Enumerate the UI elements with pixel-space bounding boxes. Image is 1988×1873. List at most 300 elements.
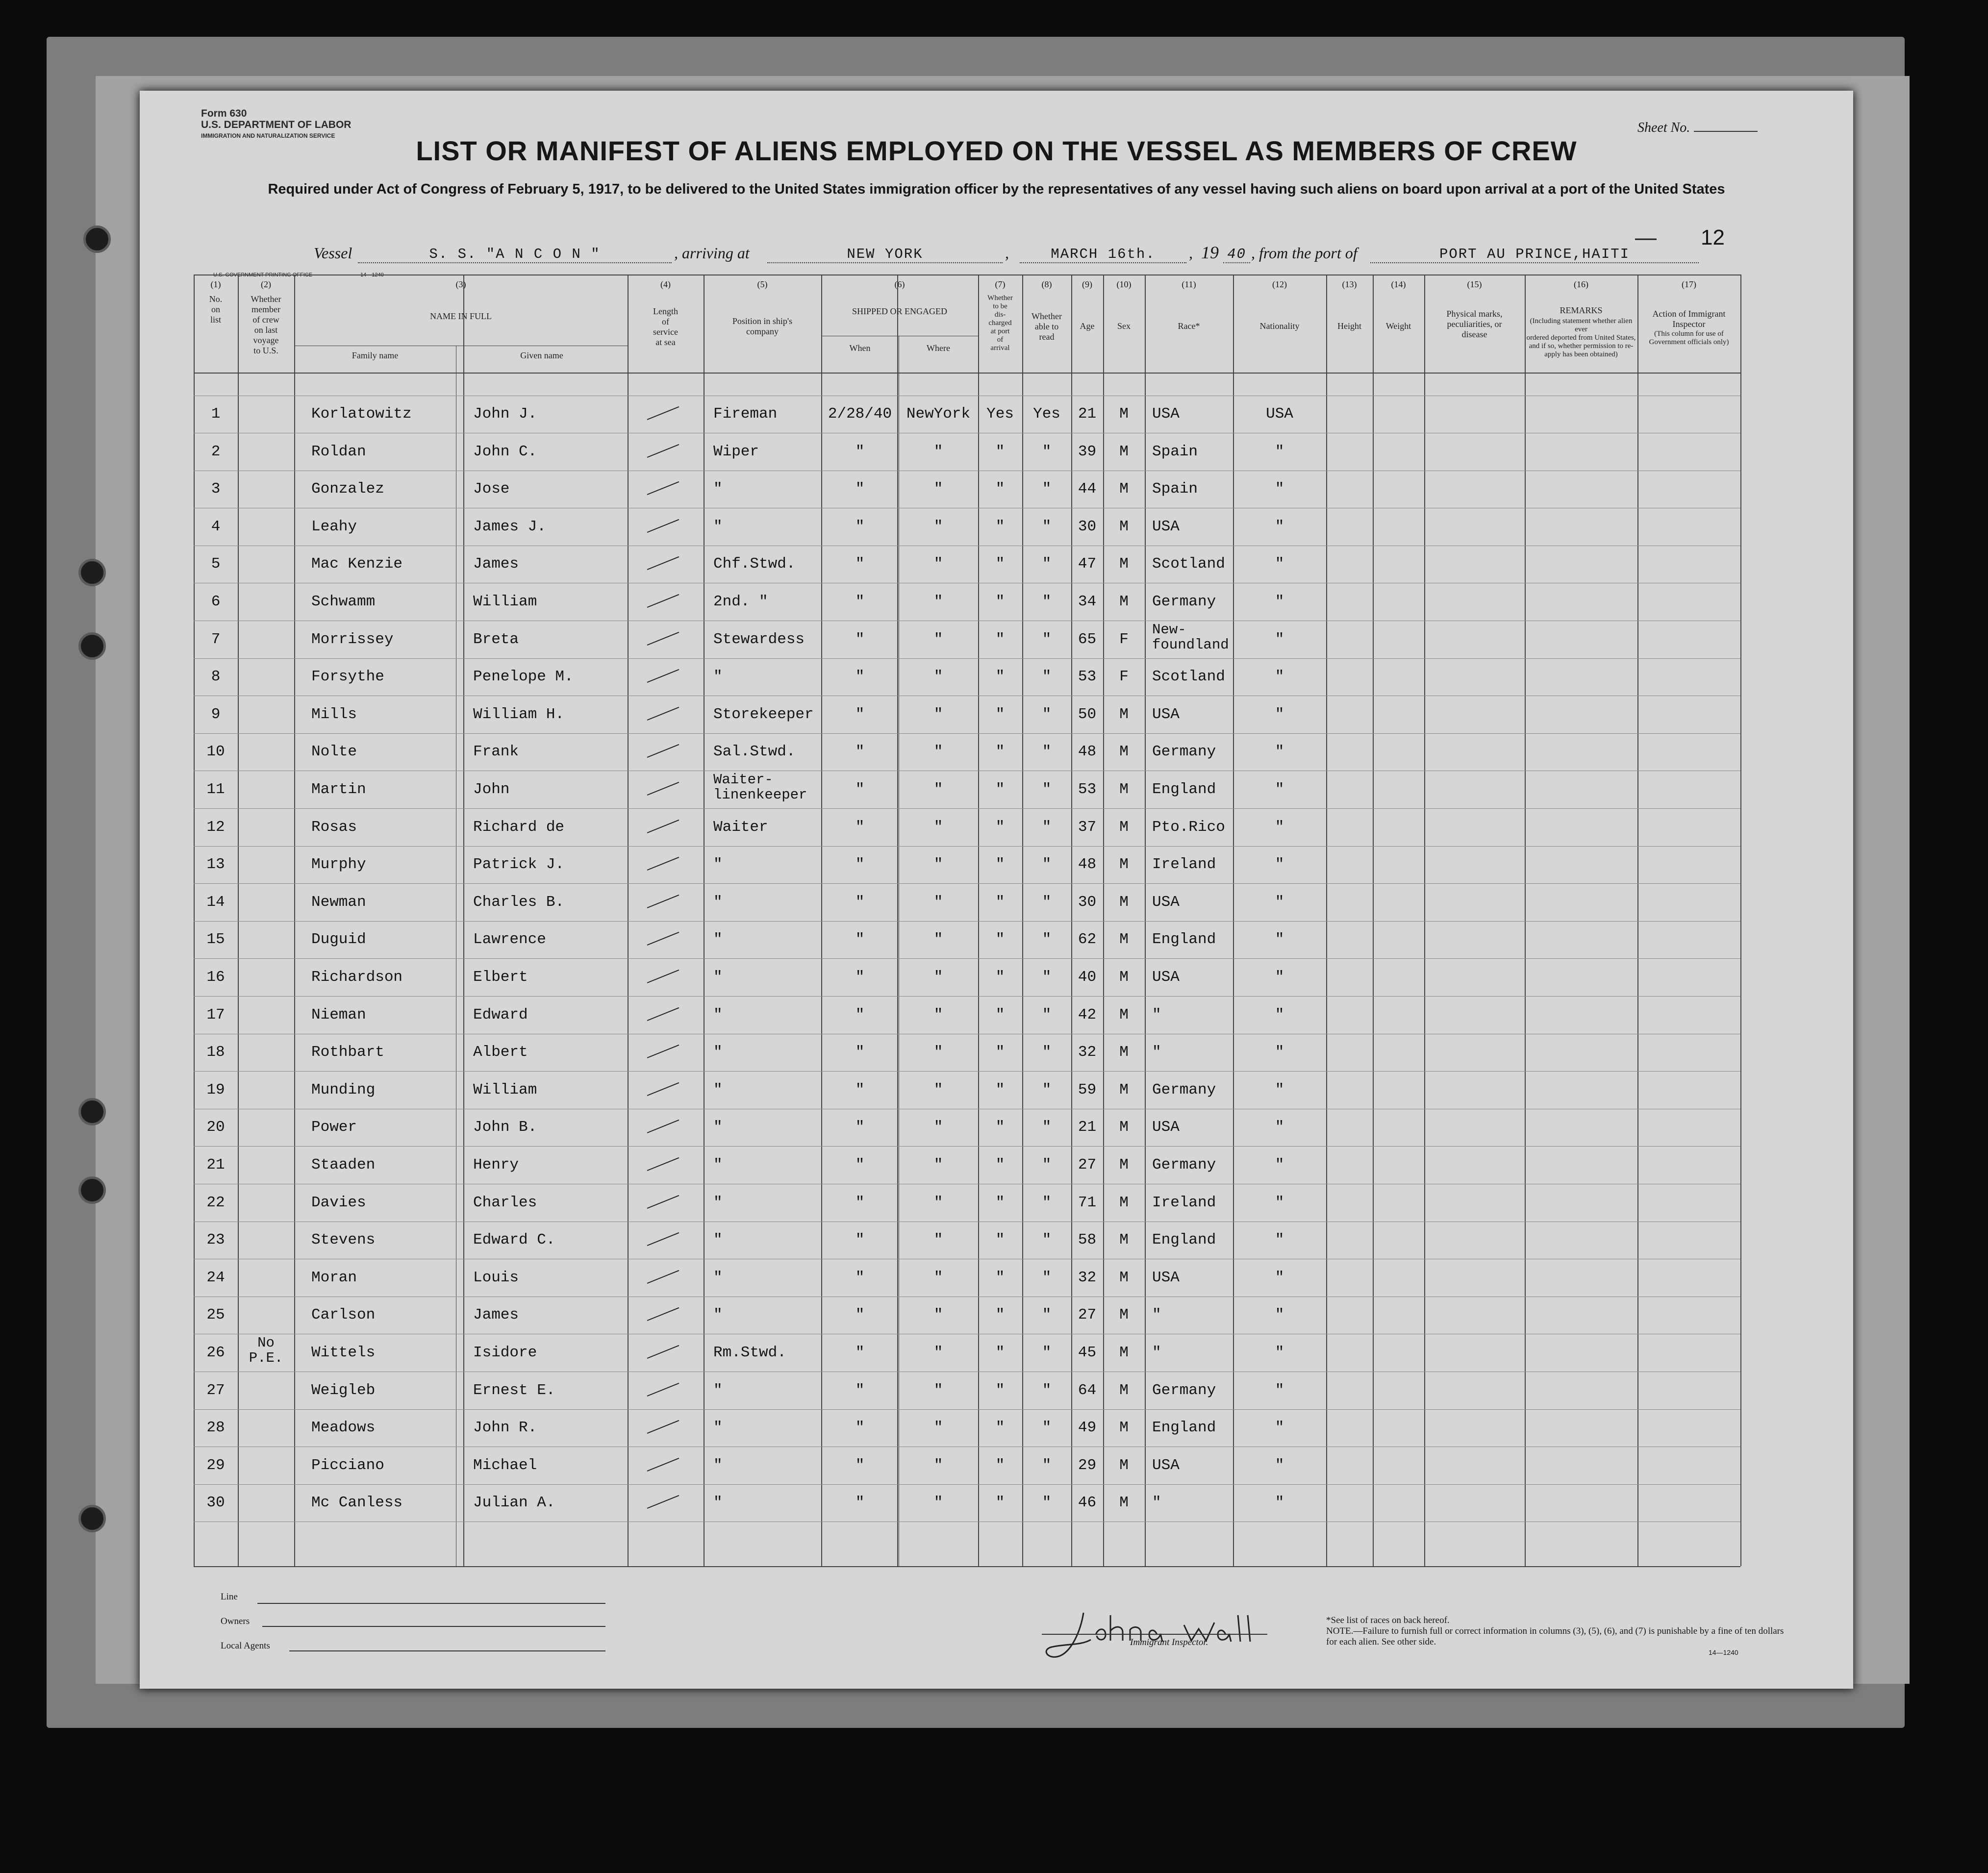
column-rule — [1424, 275, 1425, 1566]
comma: , — [1189, 244, 1193, 262]
age: 32 — [1078, 1269, 1097, 1286]
service-tick — [647, 1345, 679, 1359]
to-be-discharged: " — [995, 856, 1005, 874]
family-name: Forsythe — [311, 668, 384, 686]
nationality: " — [1275, 1306, 1284, 1324]
shipped-when: " — [855, 1419, 865, 1437]
given-name: John R. — [473, 1419, 537, 1437]
position: " — [713, 1119, 723, 1136]
given-name: James — [473, 555, 519, 573]
header-remarks-note: (Including statement whether alien ever ordered deported from United States, and if so, whether permission to re- apply has been obtained) — [1526, 317, 1636, 358]
able-to-read: " — [1042, 1194, 1052, 1211]
row-number: 8 — [211, 668, 221, 686]
to-be-discharged: " — [995, 480, 1005, 498]
service-tick — [647, 444, 679, 457]
age: 53 — [1078, 668, 1097, 686]
year-suffix: 40 — [1223, 246, 1250, 263]
sex: M — [1119, 1081, 1129, 1099]
given-name: Louis — [473, 1269, 519, 1286]
able-to-read: " — [1042, 1231, 1052, 1249]
age: 48 — [1078, 743, 1097, 761]
able-to-read: " — [1042, 630, 1052, 648]
nationality: " — [1275, 518, 1284, 535]
header-remarks: REMARKS — [1560, 305, 1603, 315]
shipped-where: " — [933, 931, 943, 949]
given-name: Frank — [473, 743, 519, 761]
row-rule — [194, 733, 1740, 734]
to-be-discharged: " — [995, 555, 1005, 573]
position: Stewardess — [713, 630, 805, 648]
able-to-read: " — [1042, 743, 1052, 761]
shipped-where: " — [933, 969, 943, 986]
shipped-when: " — [855, 593, 865, 610]
given-name: John — [473, 781, 510, 798]
header-no-on-list: No. on list — [209, 294, 223, 325]
row-number: 23 — [206, 1231, 225, 1249]
race: Germany — [1152, 1156, 1216, 1174]
row-number: 14 — [206, 893, 225, 911]
shipped-where: " — [933, 1006, 943, 1024]
family-name: Nieman — [311, 1006, 366, 1024]
service-tick — [647, 1045, 679, 1058]
sex: M — [1119, 1456, 1129, 1474]
to-be-discharged: " — [995, 1269, 1005, 1286]
row-rule — [194, 846, 1740, 847]
shipped-when: " — [855, 1156, 865, 1174]
shipped-where: " — [933, 1194, 943, 1211]
race: New- foundland — [1152, 621, 1229, 653]
nationality: " — [1275, 668, 1284, 686]
age: 39 — [1078, 443, 1097, 460]
given-name: Breta — [473, 630, 519, 648]
service-tick — [647, 819, 679, 833]
age: 34 — [1078, 593, 1097, 610]
age: 62 — [1078, 931, 1097, 949]
given-name: Charles — [473, 1194, 537, 1211]
able-to-read: " — [1042, 1269, 1052, 1286]
column-rule — [294, 275, 295, 1566]
to-be-discharged: " — [995, 969, 1005, 986]
sex: M — [1119, 1306, 1129, 1324]
nationality: " — [1275, 1344, 1284, 1361]
family-name: Korlatowitz — [311, 405, 412, 423]
given-name: Elbert — [473, 969, 528, 986]
age: 29 — [1078, 1456, 1097, 1474]
family-name: Stevens — [311, 1231, 376, 1249]
able-to-read: " — [1042, 781, 1052, 798]
column-rule — [704, 275, 705, 1566]
shipped-when: " — [855, 668, 865, 686]
to-be-discharged: " — [995, 1194, 1005, 1211]
race: Germany — [1152, 593, 1216, 610]
header-position: Position in ship's company — [732, 316, 793, 336]
to-be-discharged: Yes — [986, 405, 1014, 423]
race: England — [1152, 1419, 1216, 1437]
row-number: 17 — [206, 1006, 225, 1024]
shipped-where: " — [933, 1044, 943, 1061]
column-number: (7) — [995, 279, 1006, 289]
age: 49 — [1078, 1419, 1097, 1437]
page-title: LIST OR MANIFEST OF ALIENS EMPLOYED ON THE VESSEL AS MEMBERS OF CREW — [416, 135, 1577, 166]
race: England — [1152, 781, 1216, 798]
nationality: " — [1275, 630, 1284, 648]
row-number: 10 — [206, 743, 225, 761]
family-name: Power — [311, 1119, 357, 1136]
family-name: Meadows — [311, 1419, 376, 1437]
nationality: " — [1275, 743, 1284, 761]
sex: F — [1119, 668, 1129, 686]
shipped-when: " — [855, 1456, 865, 1474]
shipped-where: " — [933, 1381, 943, 1399]
race: England — [1152, 1231, 1216, 1249]
family-name: Morrissey — [311, 630, 394, 648]
shipped-where: " — [933, 1306, 943, 1324]
given-name: Edward C. — [473, 1231, 555, 1249]
header-family-name: Family name — [352, 350, 399, 360]
race: " — [1152, 1344, 1161, 1361]
position: Rm.Stwd. — [713, 1344, 786, 1361]
binder-hole — [78, 1505, 106, 1532]
given-name: Charles B. — [473, 893, 565, 911]
shipped-when: " — [855, 1381, 865, 1399]
row-rule — [194, 1484, 1740, 1485]
column-number: (14) — [1391, 279, 1406, 289]
age: 32 — [1078, 1044, 1097, 1061]
owners-label: Owners — [221, 1616, 250, 1626]
family-name: Murphy — [311, 856, 366, 874]
row-number: 27 — [206, 1381, 225, 1399]
sex: M — [1119, 818, 1129, 836]
able-to-read: " — [1042, 1044, 1052, 1061]
able-to-read: " — [1042, 593, 1052, 610]
race-note: *See list of races on back hereof. — [1326, 1615, 1450, 1625]
column-number: (3) — [455, 279, 466, 289]
sex: M — [1119, 555, 1129, 573]
able-to-read: " — [1042, 480, 1052, 498]
signature-line — [1042, 1634, 1267, 1635]
shipped-when: " — [855, 518, 865, 535]
shipped-when: " — [855, 856, 865, 874]
given-name: Michael — [473, 1456, 537, 1474]
age: 59 — [1078, 1081, 1097, 1099]
age: 48 — [1078, 856, 1097, 874]
service-tick — [647, 857, 679, 871]
row-number: 9 — [211, 705, 221, 723]
row-number: 21 — [206, 1156, 225, 1174]
row-number: 1 — [211, 405, 221, 423]
race: " — [1152, 1044, 1161, 1061]
age: 30 — [1078, 518, 1097, 535]
shipped-where: NewYork — [906, 405, 971, 423]
family-name: Richardson — [311, 969, 403, 986]
column-rule — [194, 275, 195, 1566]
sex: M — [1119, 893, 1129, 911]
family-name: Davies — [311, 1194, 366, 1211]
family-name: Staaden — [311, 1156, 376, 1174]
inspector-signature — [1037, 1600, 1282, 1669]
able-to-read: " — [1042, 1381, 1052, 1399]
given-name: Julian A. — [473, 1494, 555, 1512]
to-be-discharged: " — [995, 1231, 1005, 1249]
binder-hole — [78, 632, 106, 660]
from-label: , from the port of — [1251, 244, 1358, 262]
family-name: Roldan — [311, 443, 366, 460]
header-physical-marks: Physical marks, peculiarities, or disease — [1446, 309, 1503, 339]
row-rule — [194, 1409, 1740, 1410]
row-number: 16 — [206, 969, 225, 986]
position: Waiter- linenkeeper — [713, 772, 807, 803]
to-be-discharged: " — [995, 630, 1005, 648]
header-given-name: Given name — [520, 350, 563, 360]
family-name: Duguid — [311, 931, 366, 949]
row-rule — [194, 658, 1740, 659]
column-rule — [238, 275, 239, 1566]
nationality: " — [1275, 1456, 1284, 1474]
given-name: Edward — [473, 1006, 528, 1024]
to-be-discharged: " — [995, 1081, 1005, 1099]
row-number: 25 — [206, 1306, 225, 1324]
able-to-read: " — [1042, 1119, 1052, 1136]
header-nationality: Nationality — [1259, 321, 1300, 331]
shipped-where: " — [933, 1344, 943, 1361]
age: 37 — [1078, 818, 1097, 836]
shipped-where: " — [933, 1231, 943, 1249]
sex: M — [1119, 856, 1129, 874]
family-name: Martin — [311, 781, 366, 798]
family-name: Leahy — [311, 518, 357, 535]
nationality: " — [1275, 781, 1284, 798]
nationality: " — [1275, 1044, 1284, 1061]
column-rule — [628, 275, 629, 1566]
service-tick — [647, 1120, 679, 1133]
column-rule — [1740, 275, 1741, 1566]
binder-hole — [78, 1176, 106, 1204]
service-tick — [647, 707, 679, 721]
header-shipped-engaged: SHIPPED OR ENGAGED — [852, 306, 947, 316]
shipped-where: " — [933, 705, 943, 723]
row-number: 7 — [211, 630, 221, 648]
service-tick — [647, 1157, 679, 1171]
race: Scotland — [1152, 555, 1225, 573]
race: Spain — [1152, 443, 1198, 460]
shipped-when: " — [855, 1006, 865, 1024]
row-rule — [194, 958, 1740, 959]
age: 21 — [1078, 1119, 1097, 1136]
page-dash: — — [1635, 225, 1657, 250]
shipped-where: " — [933, 1156, 943, 1174]
column-number: (10) — [1116, 279, 1132, 289]
sex: M — [1119, 1344, 1129, 1361]
row-number: 5 — [211, 555, 221, 573]
to-be-discharged: " — [995, 1494, 1005, 1512]
position: Sal.Stwd. — [713, 743, 796, 761]
given-name: Ernest E. — [473, 1381, 555, 1399]
shipped-where: " — [933, 818, 943, 836]
given-name: John J. — [473, 405, 537, 423]
row-number: 3 — [211, 480, 221, 498]
service-tick — [647, 1307, 679, 1321]
shipped-when: " — [855, 1344, 865, 1361]
nationality: " — [1275, 555, 1284, 573]
shipped-when: " — [855, 705, 865, 723]
column-rule — [1326, 275, 1327, 1566]
shipped-when: " — [855, 743, 865, 761]
race: " — [1152, 1494, 1161, 1512]
nationality: USA — [1266, 405, 1293, 423]
to-be-discharged: " — [995, 818, 1005, 836]
age: 27 — [1078, 1156, 1097, 1174]
given-name: William — [473, 593, 537, 610]
column-number: (15) — [1467, 279, 1482, 289]
shipped-when: " — [855, 931, 865, 949]
able-to-read: " — [1042, 1419, 1052, 1437]
sex: M — [1119, 518, 1129, 535]
to-be-discharged: " — [995, 705, 1005, 723]
service-tick — [647, 744, 679, 758]
shipped-when: " — [855, 893, 865, 911]
shipped-where: " — [933, 893, 943, 911]
row-number: 19 — [206, 1081, 225, 1099]
column-rule — [821, 275, 822, 1566]
to-be-discharged: " — [995, 781, 1005, 798]
shipped-when: " — [855, 480, 865, 498]
service-tick — [647, 481, 679, 495]
vessel-name: S. S. "A N C O N " — [358, 246, 672, 263]
race: " — [1152, 1306, 1161, 1324]
sex: M — [1119, 405, 1129, 423]
agents-label: Local Agents — [221, 1641, 270, 1651]
to-be-discharged: " — [995, 1344, 1005, 1361]
able-to-read: " — [1042, 1494, 1052, 1512]
column-rule — [1071, 275, 1072, 1566]
shipped-where: " — [933, 668, 943, 686]
sex: M — [1119, 443, 1129, 460]
nationality: " — [1275, 818, 1284, 836]
sex: M — [1119, 705, 1129, 723]
nationality: " — [1275, 443, 1284, 460]
sex: M — [1119, 1494, 1129, 1512]
family-name: Newman — [311, 893, 366, 911]
position: " — [713, 1044, 723, 1061]
sex: M — [1119, 781, 1129, 798]
shipped-where: " — [933, 1119, 943, 1136]
able-to-read: " — [1042, 1456, 1052, 1474]
position: Storekeeper — [713, 705, 814, 723]
shipped-when: " — [855, 1231, 865, 1249]
race: Germany — [1152, 743, 1216, 761]
position: " — [713, 518, 723, 535]
age: 42 — [1078, 1006, 1097, 1024]
service-tick — [647, 631, 679, 645]
given-name: James — [473, 1306, 519, 1324]
table-bottom-rule — [194, 1566, 1740, 1567]
family-name: Mc Canless — [311, 1494, 403, 1512]
nationality: " — [1275, 969, 1284, 986]
row-rule — [194, 996, 1740, 997]
row-number: 26 — [206, 1344, 225, 1361]
header-where: Where — [927, 343, 950, 353]
given-name: John C. — [473, 443, 537, 460]
sex: M — [1119, 931, 1129, 949]
sex: M — [1119, 1044, 1129, 1061]
position: Fireman — [713, 405, 778, 423]
service-tick — [647, 1495, 679, 1509]
row-rule — [194, 808, 1740, 809]
race: USA — [1152, 1269, 1180, 1286]
shipped-when: " — [855, 1081, 865, 1099]
race: Germany — [1152, 1381, 1216, 1399]
header-length-of-service: Length of service at sea — [653, 306, 678, 347]
owners-blank — [262, 1626, 605, 1627]
header-bottom-rule — [194, 373, 1740, 374]
given-name: Jose — [473, 480, 510, 498]
nationality: " — [1275, 480, 1284, 498]
column-number: (12) — [1272, 279, 1287, 289]
sex: M — [1119, 1119, 1129, 1136]
service-tick — [647, 932, 679, 946]
service-tick — [647, 669, 679, 683]
position: " — [713, 1381, 723, 1399]
shipped-when: " — [855, 443, 865, 460]
fine-note: NOTE.—Failure to furnish full or correct information in columns (3), (5), (6), and (7) is punishable by a fine of ten dollars for each alien. See other side. — [1326, 1626, 1784, 1647]
position: " — [713, 969, 723, 986]
able-to-read: " — [1042, 555, 1052, 573]
column-rule — [978, 275, 979, 1566]
age: 64 — [1078, 1381, 1097, 1399]
shipped-when: " — [855, 555, 865, 573]
row-number: 11 — [206, 781, 225, 798]
family-name: Mills — [311, 705, 357, 723]
to-be-discharged: " — [995, 593, 1005, 610]
department-line: U.S. DEPARTMENT OF LABOR — [201, 119, 352, 130]
age: 44 — [1078, 480, 1097, 498]
age: 30 — [1078, 893, 1097, 911]
nationality: " — [1275, 856, 1284, 874]
to-be-discharged: " — [995, 1456, 1005, 1474]
column-rule — [1525, 275, 1526, 1566]
nationality: " — [1275, 893, 1284, 911]
shipped-where: " — [933, 630, 943, 648]
to-be-discharged: " — [995, 1006, 1005, 1024]
age: 71 — [1078, 1194, 1097, 1211]
column-number: (4) — [660, 279, 671, 289]
shipped-when: 2/28/40 — [828, 405, 892, 423]
sex: M — [1119, 593, 1129, 610]
race: Ireland — [1152, 1194, 1216, 1211]
to-be-discharged: " — [995, 743, 1005, 761]
arrival-date: MARCH 16th. — [1020, 246, 1186, 263]
comma: , — [1005, 244, 1009, 262]
given-name: John B. — [473, 1119, 537, 1136]
to-be-discharged: " — [995, 1381, 1005, 1399]
given-name: James J. — [473, 518, 546, 535]
sex: M — [1119, 1419, 1129, 1437]
row-number: 6 — [211, 593, 221, 610]
to-be-discharged: " — [995, 1156, 1005, 1174]
family-name: Weigleb — [311, 1381, 376, 1399]
column-number: (5) — [757, 279, 768, 289]
header-able-to-read: Whether able to read — [1032, 311, 1062, 342]
row-number: 28 — [206, 1419, 225, 1437]
header-sex: Sex — [1117, 321, 1131, 331]
family-name: Rosas — [311, 818, 357, 836]
nationality: " — [1275, 1156, 1284, 1174]
nationality: " — [1275, 593, 1284, 610]
header-crew-member: Whether member of crew on last voyage to U.S. — [251, 294, 281, 355]
row-number: 24 — [206, 1269, 225, 1286]
column-rule — [1145, 275, 1146, 1566]
sex: M — [1119, 1006, 1129, 1024]
